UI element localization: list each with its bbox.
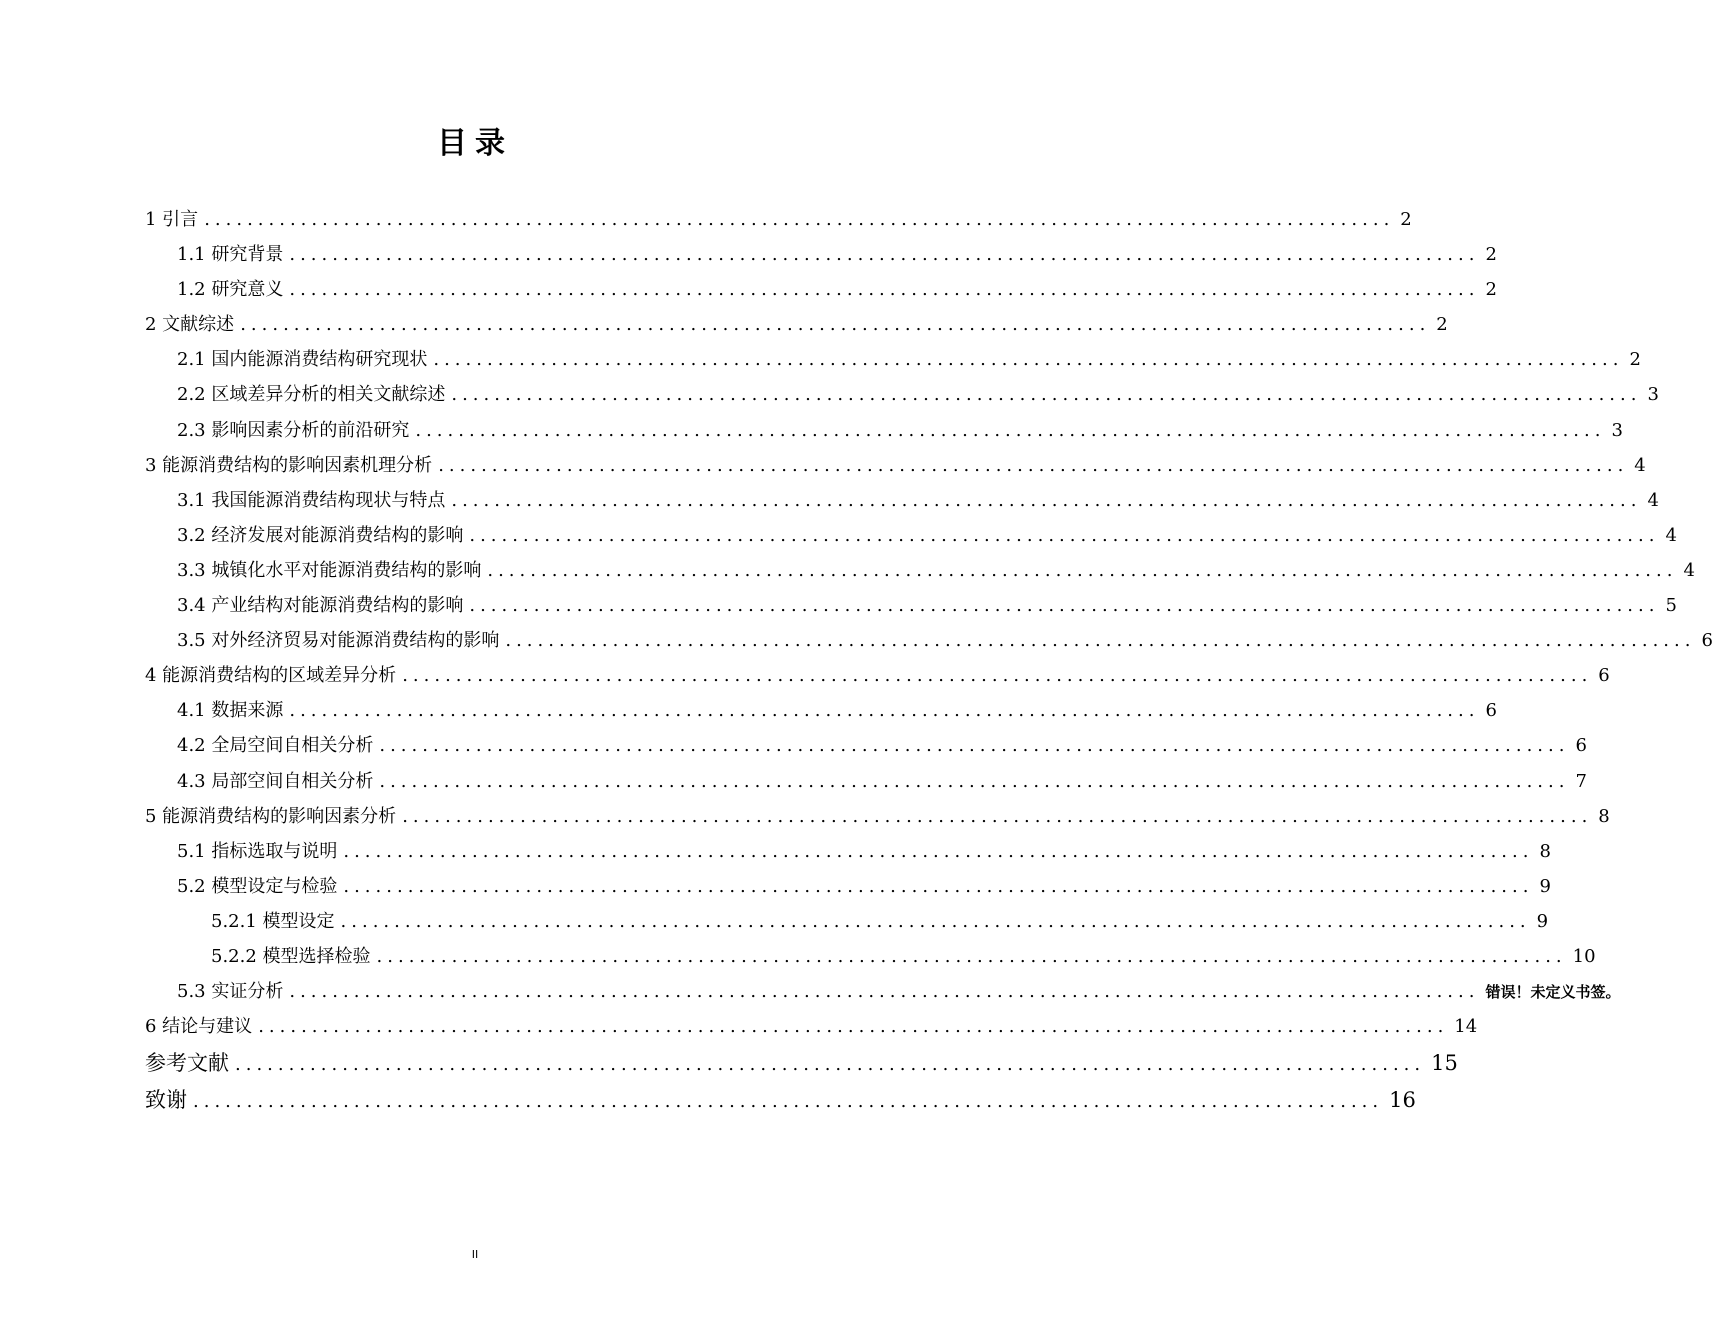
toc-entry-leader: ............................................................................................................... [258,1016,1449,1038]
toc-entry-leader: ............................................................................................................... [289,244,1480,266]
toc-entry-leader: ............................................................................................................... [505,630,1696,652]
toc-entry-page: 2 [1485,279,1497,301]
toc-entry-leader: ............................................................................................................... [451,384,1642,406]
toc-entry-leader: ............................................................................................................... [379,735,1570,757]
toc-entry-page: 4 [1665,524,1677,546]
toc-entry-page: 6 [1485,700,1497,722]
toc-entry-page: 8 [1598,805,1610,827]
toc-entry[interactable] [145,202,1412,237]
toc-entry-page: 4 [1683,559,1695,581]
toc-entry-label: 5.2.1 模型设定 [211,910,335,932]
toc-entry[interactable] [145,377,1659,412]
table-of-contents [145,202,1713,1119]
toc-entry-leader: ............................................................................................................... [343,840,1534,862]
toc-entry[interactable] [145,904,1549,939]
toc-entry[interactable] [145,799,1610,834]
toc-entry-page: 6 [1701,630,1713,652]
toc-entry[interactable] [145,272,1497,307]
toc-entry-label: 1.1 研究背景 [177,244,284,266]
toc-entry-leader: ............................................................................................................... [289,279,1480,301]
toc-entry[interactable] [145,623,1713,658]
toc-entry[interactable] [145,834,1551,869]
toc-entry-label: 致谢 [145,1088,187,1113]
toc-entry-label: 5.1 指标选取与说明 [177,840,338,862]
toc-entry[interactable] [145,1045,1458,1082]
toc-entry-page: 7 [1575,770,1587,792]
toc-entry[interactable] [145,1009,1478,1044]
toc-entry-page: 10 [1572,945,1596,967]
toc-entry-page: 9 [1539,875,1551,897]
toc-entry[interactable] [145,939,1596,974]
toc-entry-label: 3.5 对外经济贸易对能源消费结构的影响 [177,630,500,652]
toc-entry-leader: ............................................................................................................... [343,875,1534,897]
toc-entry-page: 9 [1536,910,1549,932]
toc-entry-label: 4.1 数据来源 [177,700,284,722]
toc-entry-label: 3.2 经济发展对能源消费结构的影响 [177,524,464,546]
toc-entry-leader: ............................................................................................................... [469,595,1660,617]
toc-entry-label: 4.3 局部空间自相关分析 [177,770,374,792]
toc-entry-leader: ............................................................................................................... [402,805,1593,827]
toc-entry-page: 2 [1436,314,1448,336]
toc-entry-page: 2 [1485,244,1497,266]
toc-entry[interactable] [145,764,1587,799]
toc-entry-label: 3.3 城镇化水平对能源消费结构的影响 [177,559,482,581]
toc-entry[interactable] [145,237,1497,272]
toc-entry-page: 2 [1629,349,1641,371]
toc-entry[interactable] [145,974,1621,1009]
toc-entry-label: 6 结论与建议 [145,1016,253,1038]
toc-entry-page: 4 [1647,489,1659,511]
toc-entry-page: 6 [1598,665,1610,687]
toc-entry-page: 8 [1539,840,1551,862]
toc-entry-page: 5 [1665,595,1677,617]
toc-entry[interactable] [145,413,1623,448]
toc-entry-leader: ............................................................................................................... [451,489,1642,511]
toc-entry[interactable] [145,869,1551,904]
toc-entry-label: 3.1 我国能源消费结构现状与特点 [177,489,446,511]
toc-entry-label: 5.2 模型设定与检验 [177,875,338,897]
toc-entry-label: 5.3 实证分析 [177,981,284,1003]
toc-entry-page: 2 [1400,209,1412,230]
toc-entry-page: 15 [1431,1051,1458,1076]
toc-entry-label: 4 能源消费结构的区域差异分析 [145,665,397,687]
toc-entry-page: 6 [1575,735,1587,757]
toc-entry-page: 3 [1611,419,1623,441]
toc-entry-label: 2.1 国内能源消费结构研究现状 [177,349,428,371]
toc-entry[interactable] [145,658,1610,693]
toc-entry-label: 1.2 研究意义 [177,279,284,301]
toc-entry-label: 3.4 产业结构对能源消费结构的影响 [177,595,464,617]
toc-entry[interactable] [145,693,1497,728]
toc-entry[interactable] [145,518,1677,553]
toc-entry-leader: ............................................................................................................... [438,454,1629,476]
toc-entry[interactable] [145,307,1448,342]
toc-entry-leader: ............................................................................................................... [235,1054,1426,1076]
toc-entry-label: 1 引言 [145,209,199,230]
toc-entry[interactable] [145,483,1659,518]
toc-entry-page: 4 [1634,454,1646,476]
toc-entry[interactable] [145,588,1677,623]
toc-entry-page: 16 [1389,1088,1416,1113]
toc-entry-label: 3 能源消费结构的影响因素机理分析 [145,454,433,476]
toc-entry[interactable] [145,728,1587,763]
toc-entry-label: 5.2.2 模型选择检验 [211,945,371,967]
toc-entry-leader: ............................................................................................................... [376,945,1567,967]
toc-entry-label: 5 能源消费结构的影响因素分析 [145,805,397,827]
toc-entry-label: 2.3 影响因素分析的前沿研究 [177,419,410,441]
toc-entry-leader: ............................................................................................................... [340,910,1531,932]
toc-entry-leader: ............................................................................................................... [415,419,1606,441]
toc-entry-leader: ............................................................................................................... [289,981,1480,1003]
toc-entry-label: 2.2 区域差异分析的相关文献综述 [177,384,446,406]
page-number: II [471,1248,479,1261]
toc-entry-leader: ............................................................................................................... [433,349,1624,371]
toc-entry-leader: ............................................................................................................... [193,1091,1384,1113]
toc-entry[interactable] [145,553,1695,588]
toc-entry-page: 3 [1647,384,1659,406]
page-title: 目录 [437,126,513,161]
toc-entry-leader: ............................................................................................................... [379,770,1570,792]
toc-entry-leader: ............................................................................................................... [204,209,1395,230]
toc-entry[interactable] [145,1082,1416,1119]
toc-entry[interactable] [145,342,1641,377]
toc-entry-leader: ............................................................................................................... [402,665,1593,687]
toc-entry-leader: ............................................................................................................... [240,314,1431,336]
toc-entry-page-error: 错误！未定义书签。 [1485,983,1621,1002]
toc-entry-leader: ............................................................................................................... [469,524,1660,546]
toc-entry-label: 2 文献综述 [145,314,235,336]
toc-entry[interactable] [145,448,1646,483]
toc-entry-leader: ............................................................................................................... [289,700,1480,722]
toc-entry-label: 4.2 全局空间自相关分析 [177,735,374,757]
toc-entry-leader: ............................................................................................................... [487,559,1678,581]
toc-entry-label: 参考文献 [145,1051,229,1076]
toc-entry-page: 14 [1454,1016,1478,1038]
